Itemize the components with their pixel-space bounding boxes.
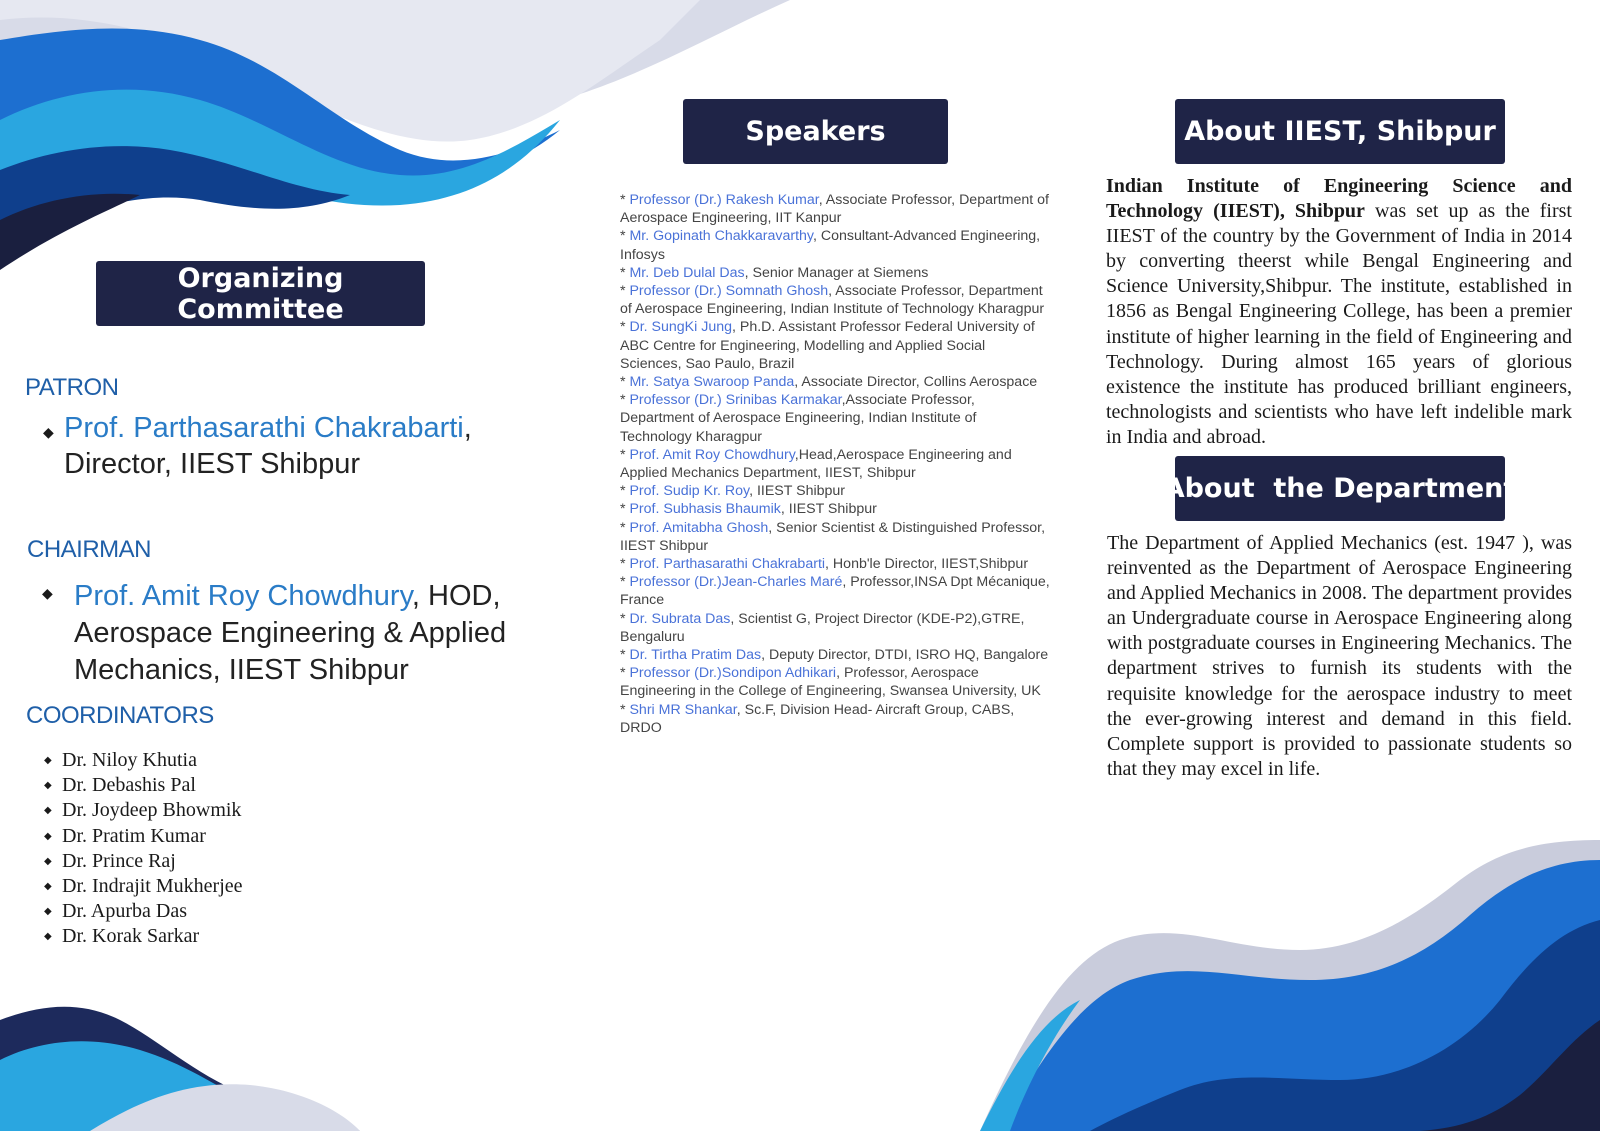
speaker-name: Shri MR Shankar <box>629 701 737 718</box>
speaker-detail: , Associate Professor, Department of Aerospace Engineering, IIT Kanpur <box>620 192 1049 227</box>
speaker-detail: , Honb'le Director, IIEST,Shibpur <box>825 556 1029 573</box>
speaker-name: Dr. SungKi Jung <box>629 319 732 336</box>
speaker-name: Professor (Dr.) Somnath Ghosh <box>629 283 829 300</box>
bullet-icon: ◆ <box>42 585 53 601</box>
chairman-role-line-3: Mechanics, IIEST Shibpur <box>74 654 409 686</box>
speaker-name: Professor (Dr.)Jean-Charles Maré <box>629 574 843 591</box>
list-item: * Professor (Dr.) Srinibas Karmakar,Associate Professor, Department of Aerospace Engineering, Indian Institute of Technology Kharagpur <box>620 392 977 445</box>
list-item: * Mr. Gopinath Chakkaravarthy, Consultant-Advanced Engineering, Infosys <box>620 228 1041 263</box>
list-item: * Mr. Satya Swaroop Panda, Associate Director, Collins Aerospace <box>620 374 1038 391</box>
speaker-detail: , IIEST Shibpur <box>780 501 877 518</box>
speaker-name: Prof. Amitabha Ghosh <box>629 519 769 536</box>
about-department-heading: About the Department <box>1175 456 1505 521</box>
speaker-name: Prof. Parthasarathi Chakrabarti <box>629 556 826 573</box>
list-item: ◆ Dr. Apurba Das <box>44 899 243 924</box>
list-item: * Professor (Dr.)Sondipon Adhikari, Professor, Aerospace Engineering in the College of Engineering, Swansea University, UK <box>620 665 1041 700</box>
speaker-name: Professor (Dr.) Rakesh Kumar <box>629 192 819 208</box>
about-iiest-heading: About IIEST, Shibpur <box>1175 99 1505 164</box>
about-iiest-bold: Indian Institute of Engineering Science and Technology (IIEST), Shibpur <box>1106 175 1572 223</box>
wave-bottom-left-decoration <box>0 1000 360 1131</box>
speaker-name: Prof. Sudip Kr. Roy <box>629 483 750 500</box>
list-item: ◆ Dr. Korak Sarkar <box>44 924 243 949</box>
speaker-detail: , IIEST Shibpur <box>749 483 846 500</box>
speaker-name: Prof. Amit Roy Chowdhury <box>629 446 795 463</box>
list-item: * Professor (Dr.)Jean-Charles Maré, Professor,INSA Dpt Mécanique, France <box>620 574 1050 609</box>
speakers-list <box>620 191 1050 737</box>
list-item: ◆ Dr. Pratim Kumar <box>44 824 243 849</box>
list-item: * Prof. Amitabha Ghosh, Senior Scientist & Distinguished Professor, IIEST Shibpur <box>620 519 1046 554</box>
chairman-role-line-1: , HOD, <box>411 580 501 612</box>
wave-bottom-right-decoration <box>980 840 1600 1131</box>
speaker-detail: , Deputy Director, DTDI, ISRO HQ, Bangalore <box>761 647 1049 664</box>
bullet-icon: ◆ <box>43 424 54 440</box>
speaker-detail: , Senior Scientist & Distinguished Professor, IIEST Shibpur <box>620 519 1046 554</box>
speaker-name: Mr. Deb Dulal Das <box>629 264 745 281</box>
speaker-detail: ,Head,Aerospace Engineering and Applied Mechanics Department, IIEST, Shibpur <box>620 446 1012 482</box>
speaker-name: Professor (Dr.)Sondipon Adhikari <box>629 665 837 682</box>
speaker-name: Professor (Dr.) Srinibas Karmakar <box>629 392 842 409</box>
list-item: ◆ Dr. Joydeep Bhowmik <box>44 798 243 823</box>
list-item: ◆ Dr. Indrajit Mukherjee <box>44 874 243 899</box>
patron-role: Director, IIEST Shibpur <box>64 448 361 480</box>
about-iiest-text: was set up as the first IIEST of the country by the Government of India in 2014 by converting theerst while Bengal Engineering and Science University,Shibpur. The institute, established in 1856 as Bengal Engineering College, has been a premier institute of higher learning in the field of Engineering and Technology. During almost 165 years of glorious existence the institute has produced brilliant engineers, technologists and scientists who have left indelible mark in India and abroad. <box>1106 200 1572 448</box>
list-item: * Dr. Subrata Das, Scientist G, Project Director (KDE-P2),GTRE, Bengaluru <box>620 610 1025 645</box>
list-item: * Professor (Dr.) Somnath Ghosh, Associate Professor, Department of Aerospace Engineering, Indian Institute of Technology Kharagpur <box>620 283 1045 318</box>
list-item: * Prof. Sudip Kr. Roy, IIEST Shibpur <box>620 483 846 500</box>
speaker-name: Prof. Subhasis Bhaumik <box>629 501 781 518</box>
organizing-committee-heading: Organizing Committee <box>96 261 425 326</box>
speaker-name: Mr. Gopinath Chakkaravarthy <box>629 228 813 245</box>
list-item: * Prof. Parthasarathi Chakrabarti, Honb'le Director, IIEST,Shibpur <box>620 556 1029 573</box>
list-item: * Prof. Subhasis Bhaumik, IIEST Shibpur <box>620 501 877 518</box>
list-item: ◆ Dr. Niloy Khutia <box>44 748 243 773</box>
speaker-detail: , Sc.F, Division Head- Aircraft Group, CABS, DRDO <box>620 701 1015 736</box>
about-iiest-paragraph <box>1106 174 1572 450</box>
speakers-heading: Speakers <box>683 99 948 164</box>
speaker-name: Mr. Satya Swaroop Panda <box>629 374 795 391</box>
patron-entry: Prof. Parthasarathi Chakrabarti, Director, IIEST Shibpur <box>64 412 472 480</box>
speaker-name: Dr. Subrata Das <box>629 610 731 627</box>
chairman-role-line-2: Aerospace Engineering & Applied <box>74 617 507 649</box>
speaker-detail: , Scientist G, Project Director (KDE-P2),GTRE, Bengaluru <box>620 610 1025 645</box>
speaker-detail: ,Associate Professor, Department of Aerospace Engineering, Indian Institute of Technology Kharagpur <box>620 392 977 445</box>
list-item: * Prof. Amit Roy Chowdhury,Head,Aerospace Engineering and Applied Mechanics Department, IIEST, Shibpur <box>620 446 1012 482</box>
speaker-detail: , Associate Director, Collins Aerospace <box>794 374 1038 391</box>
speaker-detail: , Consultant-Advanced Engineering, Infosys <box>620 228 1041 263</box>
patron-label: PATRON <box>25 374 119 401</box>
speaker-detail: , Ph.D. Assistant Professor Federal University of ABC Centre for Engineering, Modelling and Applied Social Sciences, Sao Paulo, Brazil <box>620 319 1035 372</box>
list-item: * Shri MR Shankar, Sc.F, Division Head- Aircraft Group, CABS, DRDO <box>620 701 1015 736</box>
about-department-paragraph: The Department of Applied Mechanics (est. 1947 ), was reinvented as the Department of Aerospace Engineering and Applied Mechanics in 2008. The department provides an Undergraduate course in Aerospace Engineering along with postgraduate courses in Engineering Mechanics. The department strives to furnish its students with the requisite knowledge for the aerospace industry to meet the ever-growing interest and demand in this field. Complete support is provided to passionate students so that they may excel in life. <box>1107 532 1572 780</box>
coordinators-label: COORDINATORS <box>26 702 214 729</box>
list-item: * Dr. Tirtha Pratim Das, Deputy Director, DTDI, ISRO HQ, Bangalore <box>620 647 1049 664</box>
coordinators-list <box>44 748 243 950</box>
chairman-label: CHAIRMAN <box>27 536 152 563</box>
speaker-detail: , Senior Manager at Siemens <box>744 264 929 281</box>
patron-name: Prof. Parthasarathi Chakrabarti <box>64 412 464 444</box>
speaker-detail: , Professor,INSA Dpt Mécanique, France <box>620 574 1050 609</box>
speaker-name: Dr. Tirtha Pratim Das <box>629 647 762 664</box>
list-item: * Dr. SungKi Jung, Ph.D. Assistant Professor Federal University of ABC Centre for Engineering, Modelling and Applied Social Sciences, Sao Paulo, Brazil <box>620 319 1035 372</box>
chairman-name: Prof. Amit Roy Chowdhury <box>74 580 412 612</box>
speaker-detail: , Professor, Aerospace Engineering in the College of Engineering, Swansea University, UK <box>620 665 1041 700</box>
list-item: * Professor (Dr.) Rakesh Kumar, Associate Professor, Department of Aerospace Engineering, IIT Kanpur <box>620 192 1049 227</box>
list-item: ◆ Dr. Prince Raj <box>44 849 243 874</box>
list-item: ◆ Dr. Debashis Pal <box>44 773 243 798</box>
speaker-detail: , Associate Professor, Department of Aerospace Engineering, Indian Institute of Technology Kharagpur <box>620 283 1045 318</box>
list-item: * Mr. Deb Dulal Das, Senior Manager at Siemens <box>620 264 929 281</box>
chairman-entry <box>74 578 506 689</box>
